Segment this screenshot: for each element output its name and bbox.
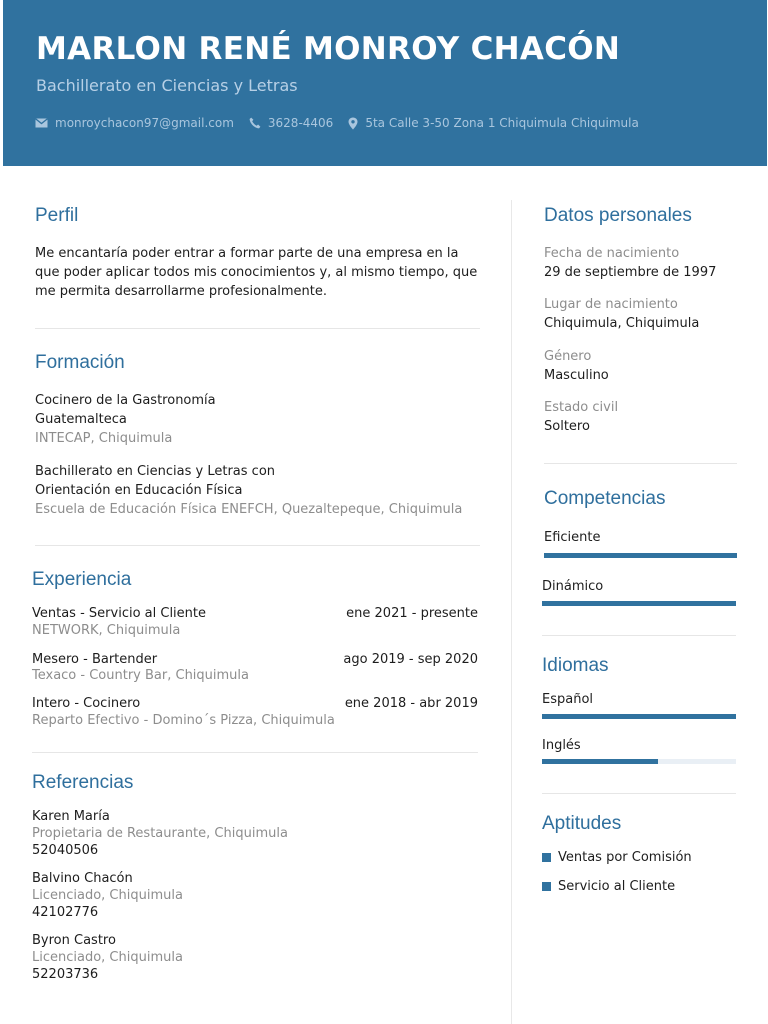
perfil-line: Me encantaría poder entrar a formar parte de una empresa en la (35, 246, 459, 261)
skill-bar-fill (544, 553, 737, 558)
contact-row (35, 116, 654, 130)
formacion-degree: Guatemalteca (35, 412, 127, 427)
reference-detail: Propietaria de Restaurante, Chiquimula (32, 826, 288, 841)
reference-name: Karen María (32, 809, 110, 824)
job-dates: ene 2018 - abr 2019 (344, 696, 478, 711)
skill-bar-fill (542, 601, 736, 606)
section-divider (542, 635, 736, 636)
formacion-place: INTECAP, Chiquimula (35, 431, 173, 446)
perfil-line: que poder aplicar todos mis conocimientos y, al mismo tiempo, que (35, 265, 478, 280)
datos-label: Fecha de nacimiento (544, 246, 680, 261)
email-text: monroychacon97@gmail.com (55, 116, 234, 130)
section-divider (542, 793, 736, 794)
contact-email[interactable] (35, 116, 234, 130)
section-divider (35, 545, 480, 546)
skill-label: Dinámico (542, 579, 604, 594)
job-dates: ago 2019 - sep 2020 (343, 652, 478, 667)
job-role: Ventas - Servicio al Cliente (32, 606, 207, 621)
language-bar-fill (542, 759, 658, 764)
formacion-degree: Cocinero de la Gastronomía (35, 393, 216, 408)
reference-name: Balvino Chacón (32, 871, 133, 886)
header-subtitle: Bachillerato en Ciencias y Letras (36, 76, 298, 95)
datos-value: Masculino (544, 368, 609, 383)
section-title-referencias: Referencias (32, 772, 134, 793)
formacion-place: Escuela de Educación Física ENEFCH, Quezaltepeque, Chiquimula (35, 502, 463, 517)
job-place: Reparto Efectivo - Domino´s Pizza, Chiquimula (32, 713, 335, 728)
formacion-degree: Orientación en Educación Física (35, 483, 243, 498)
datos-value: Chiquimula, Chiquimula (544, 316, 700, 331)
skill-label: Eficiente (544, 530, 601, 545)
section-divider (35, 328, 480, 329)
job-place: Texaco - Country Bar, Chiquimula (32, 668, 250, 683)
section-title-formacion: Formación (35, 352, 125, 373)
aptitude-item: Servicio al Cliente (558, 879, 676, 894)
datos-label: Estado civil (544, 400, 619, 415)
map-marker-icon (348, 117, 358, 130)
language-label: Español (542, 692, 594, 707)
section-title-idiomas: Idiomas (542, 655, 609, 676)
reference-detail: Licenciado, Chiquimula (32, 888, 183, 903)
header-banner (3, 0, 767, 166)
datos-label: Género (544, 349, 592, 364)
person-name: MARLON RENÉ MONROY CHACÓN (36, 31, 621, 67)
section-title-datos: Datos personales (544, 205, 692, 226)
square-bullet-icon (542, 853, 551, 862)
language-bar-fill (542, 714, 736, 719)
datos-value: 29 de septiembre de 1997 (544, 265, 717, 280)
address-text: 5ta Calle 3-50 Zona 1 Chiquimula Chiquimula (365, 116, 639, 130)
section-title-aptitudes: Aptitudes (542, 813, 622, 834)
reference-phone: 42102776 (32, 905, 99, 920)
envelope-icon (35, 118, 48, 128)
contact-phone[interactable] (249, 116, 333, 130)
job-role: Intero - Cocinero (32, 696, 141, 711)
column-divider (511, 200, 512, 1024)
perfil-line: me permita desarrollarme profesionalmente. (35, 284, 327, 299)
phone-icon (249, 117, 261, 129)
contact-address (348, 116, 638, 130)
job-role: Mesero - Bartender (32, 652, 158, 667)
skill-bar (544, 553, 737, 558)
reference-detail: Licenciado, Chiquimula (32, 950, 183, 965)
language-label: Inglés (542, 738, 581, 753)
reference-name: Byron Castro (32, 933, 116, 948)
phone-text: 3628-4406 (267, 116, 334, 130)
datos-label: Lugar de nacimiento (544, 297, 678, 312)
formacion-degree: Bachillerato en Ciencias y Letras con (35, 464, 276, 479)
section-title-perfil: Perfil (35, 205, 79, 226)
square-bullet-icon (542, 882, 551, 891)
section-divider (544, 463, 737, 464)
datos-value: Soltero (544, 419, 590, 434)
reference-phone: 52203736 (32, 967, 99, 982)
job-place: NETWORK, Chiquimula (32, 623, 181, 638)
skill-bar (542, 601, 736, 606)
reference-phone: 52040506 (32, 843, 99, 858)
section-title-experiencia: Experiencia (32, 569, 132, 590)
section-divider (32, 752, 478, 753)
section-title-competencias: Competencias (544, 488, 666, 509)
language-bar (542, 714, 736, 719)
aptitude-item: Ventas por Comisión (558, 850, 692, 865)
job-dates: ene 2021 - presente (346, 606, 478, 621)
language-bar (542, 759, 736, 764)
